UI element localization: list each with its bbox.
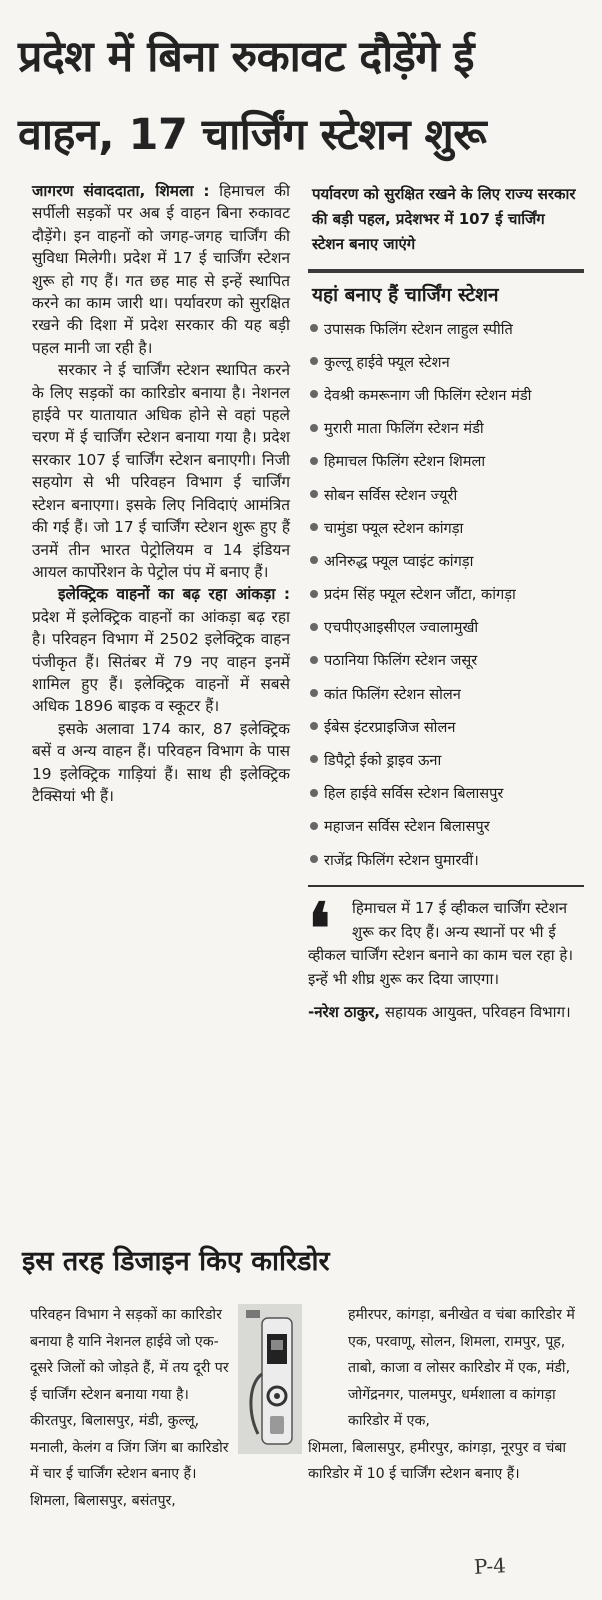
divider — [308, 269, 584, 273]
bullet-icon — [310, 357, 318, 365]
bullet-icon — [310, 390, 318, 398]
list-item — [308, 711, 584, 744]
list-item — [308, 645, 584, 678]
station-name: कांत फिलिंग स्टेशन सोलन — [324, 685, 461, 703]
corridor-text-right-bottom: शिमला, बिलासपुर, हमीरपुर, कांगड़ा, नूरपुर व चंबा कारिडोर में 10 ई चार्जिंग स्टेशन बनाए हैं। — [308, 1439, 567, 1482]
list-item — [308, 678, 584, 711]
bullet-icon — [310, 590, 318, 598]
article-para-1 — [32, 180, 290, 359]
list-item — [308, 479, 584, 512]
quote-author: -नरेश ठाकुर, — [308, 1003, 381, 1022]
list-item — [308, 446, 584, 479]
list-item — [308, 413, 584, 446]
list-item — [308, 379, 584, 412]
list-item — [308, 844, 584, 877]
bullet-icon — [310, 656, 318, 664]
ev-charger-icon — [238, 1304, 302, 1454]
list-item — [308, 612, 584, 645]
station-name: अनिरुद्ध फ्यूल प्वाइंट कांगड़ा — [324, 552, 474, 570]
quote-attribution — [308, 1001, 584, 1025]
article-para-3-text: प्रदेश में इलेक्ट्रिक वाहनों का आंकड़ा बढ़ रहा है। परिवहन विभाग में 2502 इलेक्ट्रिक वाहन पंजीकृत हैं। सितंबर में 79 नए वाहन इनमें शामिल हुए हैं। इलेक्ट्रिक वाहनों में सबसे अधिक 1896 बाइक व स्कूटर हैं। — [32, 607, 290, 716]
quote-box — [308, 887, 584, 1025]
subheading: इलेक्ट्रिक वाहनों का बढ़ रहा आंकड़ा : — [58, 585, 290, 604]
station-name: राजेंद्र फिलिंग स्टेशन घुमारवीं। — [324, 851, 479, 869]
bullet-icon — [310, 822, 318, 830]
list-item — [308, 346, 584, 379]
corridor-text-right — [308, 1302, 586, 1488]
bullet-icon — [310, 556, 318, 564]
article-para-3 — [32, 583, 290, 717]
article-para-4: इसके अलावा 174 कार, 87 इलेक्ट्रिक बसें व अन्य वाहन हैं। परिवहन विभाग के पास 19 इलेक्ट्रिक गाड़ियां हैं। साथ ही इलेक्ट्रिक टैक्सियां भी हैं। — [32, 719, 290, 805]
bullet-icon — [310, 424, 318, 432]
bullet-icon — [310, 855, 318, 863]
corridor-text-left: परिवहन विभाग ने सड़कों का कारिडोर बनाया है यानि नेशनल हाईवे जो एक-दूसरे जिलों को जोड़ते हैं, में तय दूरी पर ई चार्जिंग स्टेशन बनाया गया है। कीरतपुर, बिलासपुर, मंडी, कुल्लू, मनाली, केलंग व जिंग जिंग बा कारिडोर में चार ई चार्जिंग स्टेशन बनाए हैं। शिमला, बिलासपुर, बसंतपुर, — [30, 1307, 229, 1509]
station-name: हिमाचल फिलिंग स्टेशन शिमला — [324, 453, 486, 471]
station-name: सोबन सर्विस स्टेशन ज्यूरी — [324, 486, 458, 504]
quote-author-role: सहायक आयुक्त, परिवहन विभाग। — [384, 1003, 571, 1022]
station-name: ईबेस इंटरप्राइजिज सोलन — [324, 718, 456, 736]
bullet-icon — [310, 324, 318, 332]
list-item — [308, 512, 584, 545]
bullet-icon — [310, 722, 318, 730]
list-item — [308, 579, 584, 612]
station-name: डिपैट्रो ईको ड्राइव ऊना — [324, 752, 442, 770]
article-para-2: सरकार ने ई चार्जिंग स्टेशन स्थापित करने के लिए सड़कों का कारिडोर बनाया है। नेशनल हाईवे पर यातायात अधिक होने से वहां पहले चरण में ई चार्जिंग स्टेशन बनाया गया है। प्रदेश सरकार 107 ई चार्जिंग स्टेशन बनाएगी। निजी सहयोग से भी परिवहन विभाग ई चार्जिंग स्टेशन बनाएगा। इसके लिए निविदाएं आमंत्रित की गई हैं। जो 17 ई चार्जिंग स्टेशन शुरू हुए हैं उनमें तीन भारत पेट्रोलियम व 14 इंडियन आयल कार्पोरेशन के पेट्रोल पंप में बनाए हैं। — [32, 361, 290, 581]
list-item — [308, 778, 584, 811]
bullet-icon — [310, 689, 318, 697]
list-item — [308, 744, 584, 777]
list-item — [308, 545, 584, 578]
stations-list — [308, 313, 584, 877]
quote-mark-icon: ❛ — [308, 887, 331, 971]
corridor-text-right-top: हमीरपर, कांगड़ा, बनीखेत व चंबा कारिडोर में एक, परवाणू, सोलन, शिमला, रामपुर, पूह, ताबो, काजा व लोसर कारिडोर में एक, मंडी, जोगेंद्रनगर, पालमपुर, धर्मशाला व कांगड़ा कारिडोर में एक, — [348, 1307, 575, 1429]
headline-line-1: प्रदेश में बिना रुकावट दौड़ेंगे ई — [18, 32, 475, 82]
handwritten-note: P-4 — [473, 1553, 507, 1579]
station-name: चामुंडा फ्यूल स्टेशन कांगड़ा — [324, 519, 464, 537]
stations-list-title: यहां बनाए हैं चार्जिंग स्टेशन — [312, 284, 499, 306]
dateline: जागरण संवाददाता, शिमला : — [32, 182, 210, 200]
headline-line-2: वाहन, 17 चार्जिंग स्टेशन शुरू — [18, 110, 487, 160]
station-name: मुरारी माता फिलिंग स्टेशन मंडी — [324, 420, 484, 438]
summary-box: पर्यावरण को सुरक्षित रखने के लिए राज्य सरकार की बड़ी पहल, प्रदेशभर में 107 ई चार्जिंग स्टेशन बनाए जाएंगे — [312, 185, 576, 253]
bullet-icon — [310, 623, 318, 631]
bullet-icon — [310, 523, 318, 531]
quote-text: हिमाचल में 17 ई व्हीकल चार्जिंग स्टेशन शुरू कर दिए हैं। अन्य स्थानों पर भी ई व्हीकल चार्जिंग स्टेशन बनाने का काम चल रहा हे। इन्हें भी शीघ्र शुरू कर दिया जाएगा। — [308, 899, 574, 988]
station-name: एचपीएआइसीएल ज्वालामुखी — [324, 619, 479, 637]
bullet-icon — [310, 755, 318, 763]
station-name: महाजन सर्विस स्टेशन बिलासपुर — [324, 818, 490, 836]
station-name: पठानिया फिलिंग स्टेशन जसूर — [324, 652, 478, 670]
section-title: इस तरह डिजाइन किए कारिडोर — [22, 1246, 330, 1277]
station-name: कुल्लू हाईवे फ्यूल स्टेशन — [324, 353, 450, 371]
divider — [308, 885, 584, 887]
list-item — [308, 811, 584, 844]
article-para-1-text: हिमाचल की सर्पीली सड़कों पर अब ई वाहन बिना रुकावट दौड़ेंगे। इन वाहनों को जगह-जगह चार्जिंग की सुविधा मिलेगी। प्रदेश में 17 ई चार्जिंग स्टेशन शुरू हो गए हैं। गत छह माह से इन्हें स्थापित करने का काम जारी था। पर्यावरण को सुरक्षित रखने की दिशा में प्रदेश सरकार की यह बड़ी पहल मानी जा रही है। — [32, 182, 290, 357]
sidebar-column — [308, 182, 584, 1025]
station-name: उपासक फिलिंग स्टेशन लाहुल स्पीति — [324, 320, 513, 338]
article-body — [32, 180, 290, 807]
station-name: प्रदंम सिंह फ्यूल स्टेशन जौंटा, कांगड़ा — [324, 586, 516, 604]
station-name: देवश्री कमरूनाग जी फिलिंग स्टेशन मंडी — [324, 386, 532, 404]
headline — [18, 18, 578, 174]
bullet-icon — [310, 457, 318, 465]
bullet-icon — [310, 789, 318, 797]
bullet-icon — [310, 490, 318, 498]
list-item — [308, 313, 584, 346]
station-name: हिल हाईवे सर्विस स्टेशन बिलासपुर — [324, 785, 504, 803]
